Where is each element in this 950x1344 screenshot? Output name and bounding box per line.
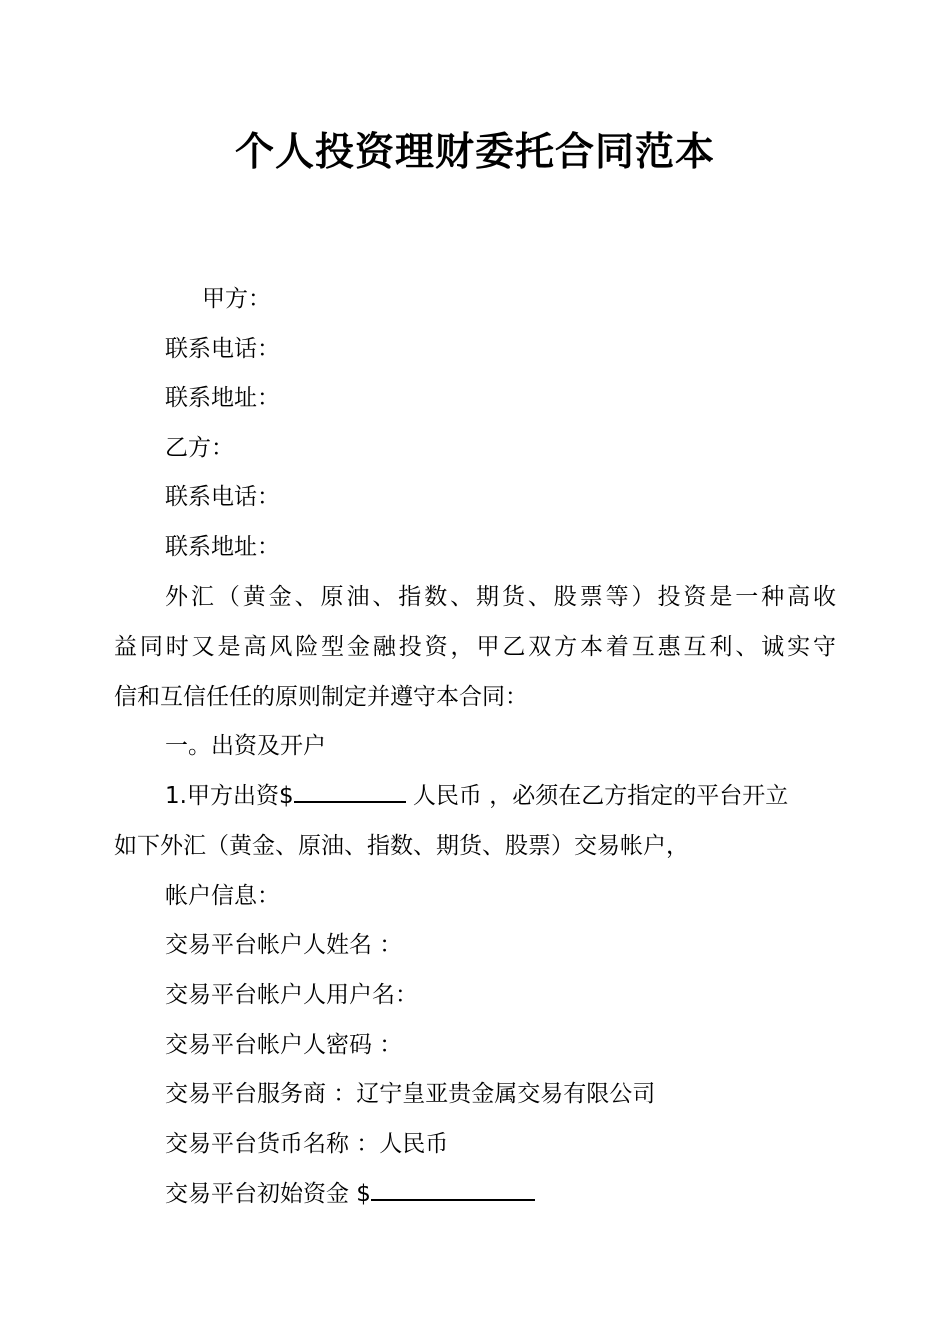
party-a-label: 甲方： — [202, 286, 271, 312]
account-info-label: 帐户信息： — [165, 883, 280, 909]
intro-line-2: 益同时又是高风险型金融投资，甲乙双方本着互惠互利、诚实守 — [114, 634, 836, 660]
initial-funds-blank-field[interactable] — [371, 1177, 535, 1201]
amount-blank-field[interactable] — [294, 779, 406, 803]
document-title: 个人投资理财委托合同范本 — [234, 129, 715, 175]
clause1-suffix: 人民币 ，必须在乙方指定的平台开立 — [405, 783, 789, 809]
section1-heading: 一。出资及开户 — [165, 733, 326, 759]
party-a-phone-label: 联系电话： — [165, 336, 280, 362]
initial-funds-label: 交易平台初始资金 $ — [165, 1181, 371, 1207]
account-username-label: 交易平台帐户人用户名： — [165, 982, 418, 1008]
initial-funds-line — [165, 1177, 535, 1211]
party-a-address-label: 联系地址： — [165, 385, 280, 411]
intro-line-1: 外汇（黄金、原油、指数、期货、股票等）投资是一种高收 — [165, 584, 836, 610]
currency-name-line: 交易平台货币名称 ：人民币 — [165, 1131, 449, 1157]
party-b-label: 乙方： — [165, 435, 234, 461]
clause1-prefix: 1.甲方出资$ — [165, 783, 294, 809]
intro-line-3: 信和互信任任的原则制定并遵守本合同： — [114, 684, 528, 710]
clause1-line-2: 如下外汇（黄金、原油、指数、期货、股票）交易帐户， — [114, 833, 689, 859]
service-provider-line: 交易平台服务商 ：辽宁皇亚贵金属交易有限公司 — [165, 1081, 656, 1107]
party-b-phone-label: 联系电话： — [165, 484, 280, 510]
account-password-label: 交易平台帐户人密码 ： — [165, 1032, 403, 1058]
account-holder-name-label: 交易平台帐户人姓名 ： — [165, 932, 403, 958]
clause1-line-1 — [165, 779, 836, 813]
party-b-address-label: 联系地址： — [165, 534, 280, 560]
